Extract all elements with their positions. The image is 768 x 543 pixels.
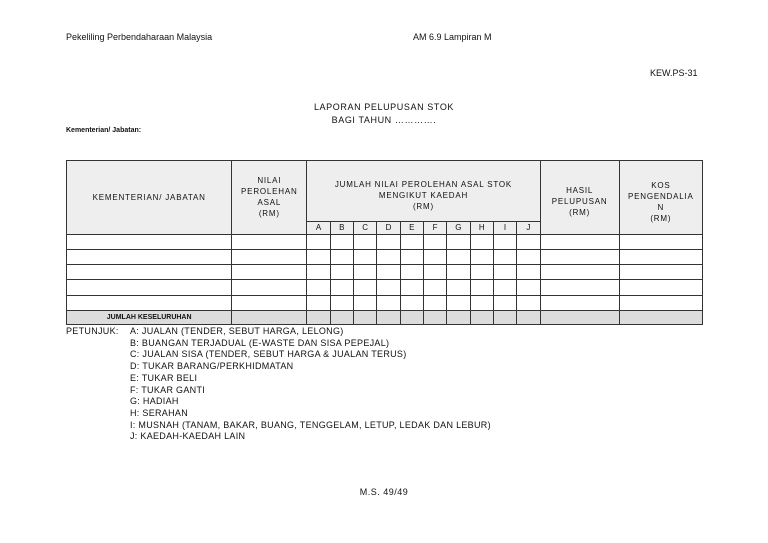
header-text: (RM) <box>412 201 434 211</box>
total-cell[interactable] <box>447 310 470 324</box>
header-management-cost <box>619 161 702 235</box>
instruction-item: E: TUKAR BELI <box>130 372 198 383</box>
header-value-by-method <box>307 161 540 222</box>
total-cell[interactable] <box>307 310 330 324</box>
header-text: ASAL <box>257 198 282 208</box>
instructions-list <box>130 326 491 443</box>
header-text: PEROLEHAN <box>241 187 298 197</box>
total-cell[interactable] <box>377 310 400 324</box>
table-cell[interactable] <box>540 265 619 280</box>
table-cell[interactable] <box>447 250 470 265</box>
total-cell[interactable] <box>619 310 702 324</box>
header-text: PELUPUSAN <box>551 197 608 207</box>
table-row <box>67 295 703 310</box>
header-text: (RM) <box>650 213 672 223</box>
method-letter: A <box>307 221 330 234</box>
header-text: NILAI <box>257 176 282 186</box>
header-text: (RM) <box>569 208 591 218</box>
table-cell[interactable] <box>423 234 446 249</box>
total-cell[interactable] <box>353 310 376 324</box>
header-ministry <box>67 161 232 235</box>
table-cell[interactable] <box>493 280 516 295</box>
instruction-item: I: MUSNAH (TANAM, BAKAR, BUANG, TENGGELAM, LETUP, LEDAK DAN LEBUR) <box>130 419 491 430</box>
table-cell[interactable] <box>400 280 423 295</box>
instruction-item: C: JUALAN SISA (TENDER, SEBUT HARGA & JUALAN TERUS) <box>130 349 407 360</box>
table-cell[interactable] <box>423 265 446 280</box>
table-cell[interactable] <box>353 250 376 265</box>
table-row <box>67 280 703 295</box>
instruction-item: A: JUALAN (TENDER, SEBUT HARGA, LELONG) <box>130 326 344 336</box>
total-cell[interactable] <box>232 310 307 324</box>
table-cell[interactable] <box>400 295 423 310</box>
circular-title: Pekeliling Perbendaharaan Malaysia <box>66 32 213 42</box>
total-label: JUMLAH KESELURUHAN <box>67 310 232 324</box>
table-cell[interactable] <box>470 280 493 295</box>
table-cell[interactable] <box>517 250 540 265</box>
table-cell[interactable] <box>377 280 400 295</box>
table-cell[interactable] <box>423 250 446 265</box>
table-cell[interactable] <box>470 265 493 280</box>
total-cell[interactable] <box>330 310 353 324</box>
total-cell[interactable] <box>470 310 493 324</box>
table-cell[interactable] <box>493 265 516 280</box>
table-cell[interactable] <box>400 234 423 249</box>
total-cell[interactable] <box>423 310 446 324</box>
header-text: KOS <box>651 180 671 190</box>
table-cell[interactable] <box>67 250 232 265</box>
table-cell[interactable] <box>67 234 232 249</box>
table-cell[interactable] <box>619 280 702 295</box>
table-cell[interactable] <box>307 250 330 265</box>
header-ministry-text: KEMENTERIAN/ JABATAN <box>92 192 206 202</box>
header-text: N <box>657 202 665 212</box>
instruction-item: B: BUANGAN TERJADUAL (E-WASTE DAN SISA PEPEJAL) <box>130 337 390 348</box>
table-cell[interactable] <box>619 250 702 265</box>
total-cell[interactable] <box>493 310 516 324</box>
table-cell[interactable] <box>619 265 702 280</box>
instruction-item: J: KAEDAH-KAEDAH LAIN <box>130 431 246 442</box>
table-cell[interactable] <box>232 250 307 265</box>
table-cell[interactable] <box>330 265 353 280</box>
table-cell[interactable] <box>377 295 400 310</box>
table-cell[interactable] <box>353 265 376 280</box>
table-cell[interactable] <box>353 280 376 295</box>
method-letter: D <box>377 221 400 234</box>
table-row <box>67 250 703 265</box>
table-cell[interactable] <box>447 234 470 249</box>
method-letter: F <box>423 221 446 234</box>
table-cell[interactable] <box>447 295 470 310</box>
table-cell[interactable] <box>517 234 540 249</box>
instructions-legend <box>66 326 491 443</box>
instruction-item: G: HADIAH <box>130 396 179 407</box>
table-cell[interactable] <box>423 295 446 310</box>
table-cell[interactable] <box>377 250 400 265</box>
table-cell[interactable] <box>353 234 376 249</box>
total-cell[interactable] <box>517 310 540 324</box>
instruction-item: D: TUKAR BARANG/PERKHIDMATAN <box>130 361 294 372</box>
table-cell[interactable] <box>330 250 353 265</box>
table-cell[interactable] <box>470 250 493 265</box>
method-letter: C <box>353 221 376 234</box>
table-cell[interactable] <box>400 265 423 280</box>
table-row <box>67 265 703 280</box>
table-cell[interactable] <box>67 265 232 280</box>
table-cell[interactable] <box>307 295 330 310</box>
table-cell[interactable] <box>330 234 353 249</box>
table-cell[interactable] <box>232 280 307 295</box>
instructions-label: PETUNJUK: <box>66 326 119 336</box>
method-letter: B <box>330 221 353 234</box>
table-cell[interactable] <box>470 234 493 249</box>
header-text: (RM) <box>258 209 280 219</box>
table-cell[interactable] <box>232 234 307 249</box>
method-letter: H <box>470 221 493 234</box>
table-cell[interactable] <box>517 265 540 280</box>
header-text: PENGENDALIA <box>627 191 694 201</box>
table-cell[interactable] <box>377 234 400 249</box>
table-cell[interactable] <box>540 295 619 310</box>
table-cell[interactable] <box>307 234 330 249</box>
table-cell[interactable] <box>493 295 516 310</box>
table-cell[interactable] <box>232 265 307 280</box>
table-cell[interactable] <box>67 295 232 310</box>
header-text: MENGIKUT KAEDAH <box>378 190 469 200</box>
form-code: KEW.PS-31 <box>650 68 698 78</box>
table-cell[interactable] <box>67 280 232 295</box>
ministry-label: Kementerian/ Jabatan: <box>66 127 142 134</box>
disposal-report-table <box>66 160 703 325</box>
table-cell[interactable] <box>493 234 516 249</box>
table-cell[interactable] <box>307 265 330 280</box>
report-title: LAPORAN PELUPUSAN STOK <box>313 102 455 112</box>
table-cell[interactable] <box>540 250 619 265</box>
table-cell[interactable] <box>493 250 516 265</box>
table-cell[interactable] <box>447 265 470 280</box>
header-text: HASIL <box>566 186 594 196</box>
total-row <box>67 310 703 324</box>
table-cell[interactable] <box>423 280 446 295</box>
instruction-item: F: TUKAR GANTI <box>130 384 206 395</box>
method-letter: G <box>447 221 470 234</box>
table-cell[interactable] <box>377 265 400 280</box>
table-cell[interactable] <box>470 295 493 310</box>
appendix-reference: AM 6.9 Lampiran M <box>413 32 492 42</box>
header-original-value <box>232 161 307 235</box>
table-cell[interactable] <box>540 234 619 249</box>
table-cell[interactable] <box>447 280 470 295</box>
method-letter: J <box>517 221 540 234</box>
table-cell[interactable] <box>353 295 376 310</box>
report-year-line: BAGI TAHUN …………. <box>331 115 437 125</box>
table-cell[interactable] <box>517 280 540 295</box>
table-cell[interactable] <box>619 295 702 310</box>
instruction-item: H: SERAHAN <box>130 407 189 418</box>
table-cell[interactable] <box>330 280 353 295</box>
table-row <box>67 234 703 249</box>
method-letter: I <box>493 221 516 234</box>
method-letter: E <box>400 221 423 234</box>
page-number: M.S. 49/49 <box>359 487 409 497</box>
total-cell[interactable] <box>400 310 423 324</box>
table-cell[interactable] <box>517 295 540 310</box>
table-cell[interactable] <box>307 280 330 295</box>
header-text: JUMLAH NILAI PEROLEHAN ASAL STOK <box>334 179 513 189</box>
table-cell[interactable] <box>330 295 353 310</box>
header-disposal-proceeds <box>540 161 619 235</box>
total-cell[interactable] <box>540 310 619 324</box>
table-cell[interactable] <box>540 280 619 295</box>
table-cell[interactable] <box>400 250 423 265</box>
table-cell[interactable] <box>232 295 307 310</box>
table-cell[interactable] <box>619 234 702 249</box>
